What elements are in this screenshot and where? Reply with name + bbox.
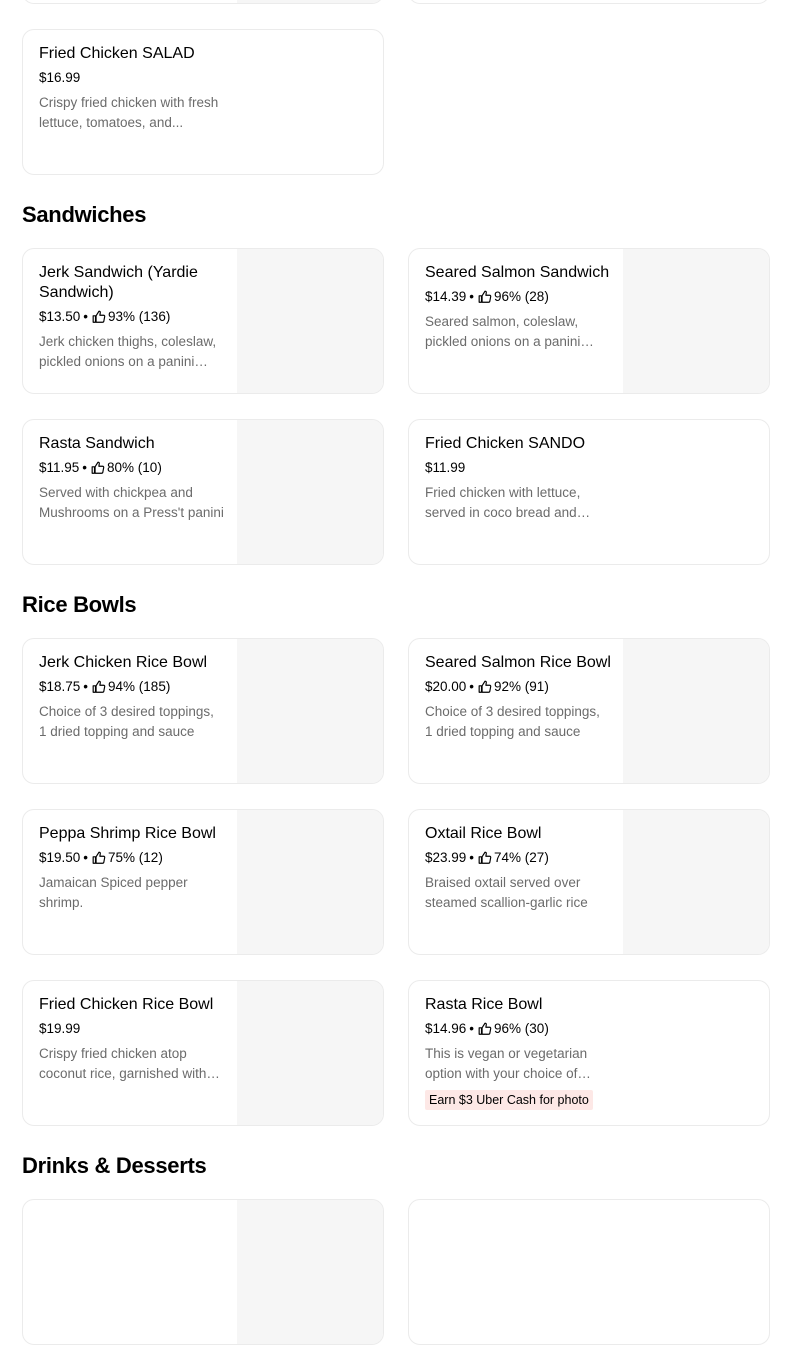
item-price: $11.99 bbox=[425, 460, 466, 475]
thumbs-up-icon bbox=[478, 1022, 492, 1036]
item-description: Choice of 3 desired toppings, 1 dried topping and sauce bbox=[39, 704, 214, 739]
item-price: $19.50 bbox=[39, 850, 81, 865]
item-meta: $13.50 • 93% (136) bbox=[39, 309, 171, 324]
item-image bbox=[237, 639, 383, 783]
thumbs-up-icon bbox=[92, 310, 106, 324]
menu-item-card[interactable] bbox=[408, 638, 770, 784]
item-description: This is vegan or vegetarian option with your choice of bbox=[425, 1046, 588, 1081]
item-name: Seared Salmon Sandwich bbox=[425, 264, 610, 281]
item-image bbox=[237, 249, 383, 393]
item-meta bbox=[39, 1020, 225, 1038]
item-name: Oxtail Rice Bowl bbox=[425, 825, 542, 842]
item-meta: $11.95 • 80% (10) bbox=[39, 460, 162, 475]
item-price: $23.99 bbox=[425, 850, 467, 865]
item-image bbox=[237, 0, 383, 3]
menu-item-card[interactable] bbox=[22, 638, 384, 784]
menu-item-card[interactable] bbox=[22, 0, 384, 4]
menu-item-card[interactable] bbox=[408, 0, 770, 4]
item-price: $14.96 bbox=[425, 1021, 467, 1036]
item-rating: 80% (10) bbox=[107, 460, 162, 475]
item-description: Fried chicken with lettuce, served in coco bread and bbox=[425, 485, 581, 520]
item-description: Crispy fried chicken with fresh lettuce, tomatoes, and... bbox=[39, 95, 219, 130]
item-meta: $14.39 • 96% (28) bbox=[425, 289, 549, 304]
menu-item-card[interactable] bbox=[22, 29, 384, 175]
item-description: Crispy fried chicken atop coconut rice, garnished with bbox=[39, 1046, 207, 1081]
item-name: Fried Chicken SALAD bbox=[39, 45, 195, 62]
item-meta: $18.75 • 94% (185) bbox=[39, 679, 171, 694]
menu-item-card[interactable] bbox=[408, 809, 770, 955]
item-rating: 93% (136) bbox=[108, 309, 171, 324]
thumbs-up-icon bbox=[91, 461, 105, 475]
item-name: Rasta Sandwich bbox=[39, 435, 155, 452]
menu-item-card[interactable] bbox=[22, 809, 384, 955]
item-price: $11.95 bbox=[39, 460, 80, 475]
item-price: $16.99 bbox=[39, 70, 81, 85]
item-price: $18.75 bbox=[39, 679, 81, 694]
uber-cash-photo-badge[interactable]: Earn $3 Uber Cash for photo bbox=[425, 1090, 593, 1110]
item-price: $14.39 bbox=[425, 289, 467, 304]
item-rating: 96% (30) bbox=[494, 1021, 549, 1036]
item-meta: $23.99 • 74% (27) bbox=[425, 850, 549, 865]
item-rating: 96% (28) bbox=[494, 289, 549, 304]
item-name: Jerk Chicken Rice Bowl bbox=[39, 654, 208, 671]
section-title-sandwiches: Sandwiches bbox=[22, 202, 147, 227]
item-name: Peppa Shrimp Rice Bowl bbox=[39, 825, 216, 842]
menu-item-card[interactable] bbox=[22, 1199, 384, 1345]
item-description: Seared salmon, coleslaw, pickled onions on a panini bbox=[425, 314, 581, 349]
menu-item-card[interactable] bbox=[408, 419, 770, 565]
item-description: Choice of 3 desired toppings, 1 dried topping and sauce bbox=[425, 704, 600, 739]
menu-item-card[interactable] bbox=[408, 1199, 770, 1345]
section-title-drinks-desserts: Drinks & Desserts bbox=[22, 1153, 207, 1178]
item-meta: $14.96 • 96% (30) bbox=[425, 1021, 549, 1036]
menu-item-card[interactable] bbox=[408, 248, 770, 394]
item-description: Served with chickpea and Mushrooms on a Press't panini bbox=[39, 485, 224, 520]
item-description: Jamaican Spiced pepper shrimp. bbox=[39, 875, 188, 910]
item-image bbox=[237, 810, 383, 954]
item-price: $19.99 bbox=[39, 1021, 81, 1036]
menu-item-card[interactable] bbox=[22, 419, 384, 565]
thumbs-up-icon bbox=[92, 851, 106, 865]
item-name: Rasta Rice Bowl bbox=[425, 996, 543, 1013]
item-rating: 94% (185) bbox=[108, 679, 171, 694]
item-rating: 92% (91) bbox=[494, 679, 549, 694]
menu-item-card[interactable] bbox=[22, 980, 384, 1126]
item-price: $13.50 bbox=[39, 309, 81, 324]
item-name: Fried Chicken Rice Bowl bbox=[39, 996, 214, 1013]
item-image bbox=[237, 981, 383, 1125]
menu-item-card[interactable] bbox=[408, 980, 770, 1126]
item-meta: $19.50 • 75% (12) bbox=[39, 850, 163, 865]
item-image bbox=[623, 639, 769, 783]
item-description: Braised oxtail served over steamed scallion-garlic rice bbox=[425, 875, 588, 910]
item-name: Jerk Sandwich (Yardie Sandwich) bbox=[39, 264, 198, 301]
item-description: Jerk chicken thighs, coleslaw, pickled onions on a panini bbox=[39, 334, 217, 369]
thumbs-up-icon bbox=[478, 851, 492, 865]
item-name: Seared Salmon Rice Bowl bbox=[425, 654, 611, 671]
menu-item-card[interactable] bbox=[22, 248, 384, 394]
item-image bbox=[237, 1200, 383, 1344]
item-image bbox=[623, 810, 769, 954]
thumbs-up-icon bbox=[478, 290, 492, 304]
item-name: Fried Chicken SANDO bbox=[425, 435, 586, 452]
item-meta bbox=[39, 69, 225, 87]
section-title-rice-bowls: Rice Bowls bbox=[22, 592, 137, 617]
thumbs-up-icon bbox=[92, 680, 106, 694]
item-meta bbox=[425, 459, 611, 477]
item-price: $20.00 bbox=[425, 679, 467, 694]
item-meta: $20.00 • 92% (91) bbox=[425, 679, 549, 694]
item-rating: 74% (27) bbox=[494, 850, 549, 865]
thumbs-up-icon bbox=[478, 680, 492, 694]
item-rating: 75% (12) bbox=[108, 850, 163, 865]
item-image bbox=[623, 249, 769, 393]
item-image bbox=[237, 420, 383, 564]
